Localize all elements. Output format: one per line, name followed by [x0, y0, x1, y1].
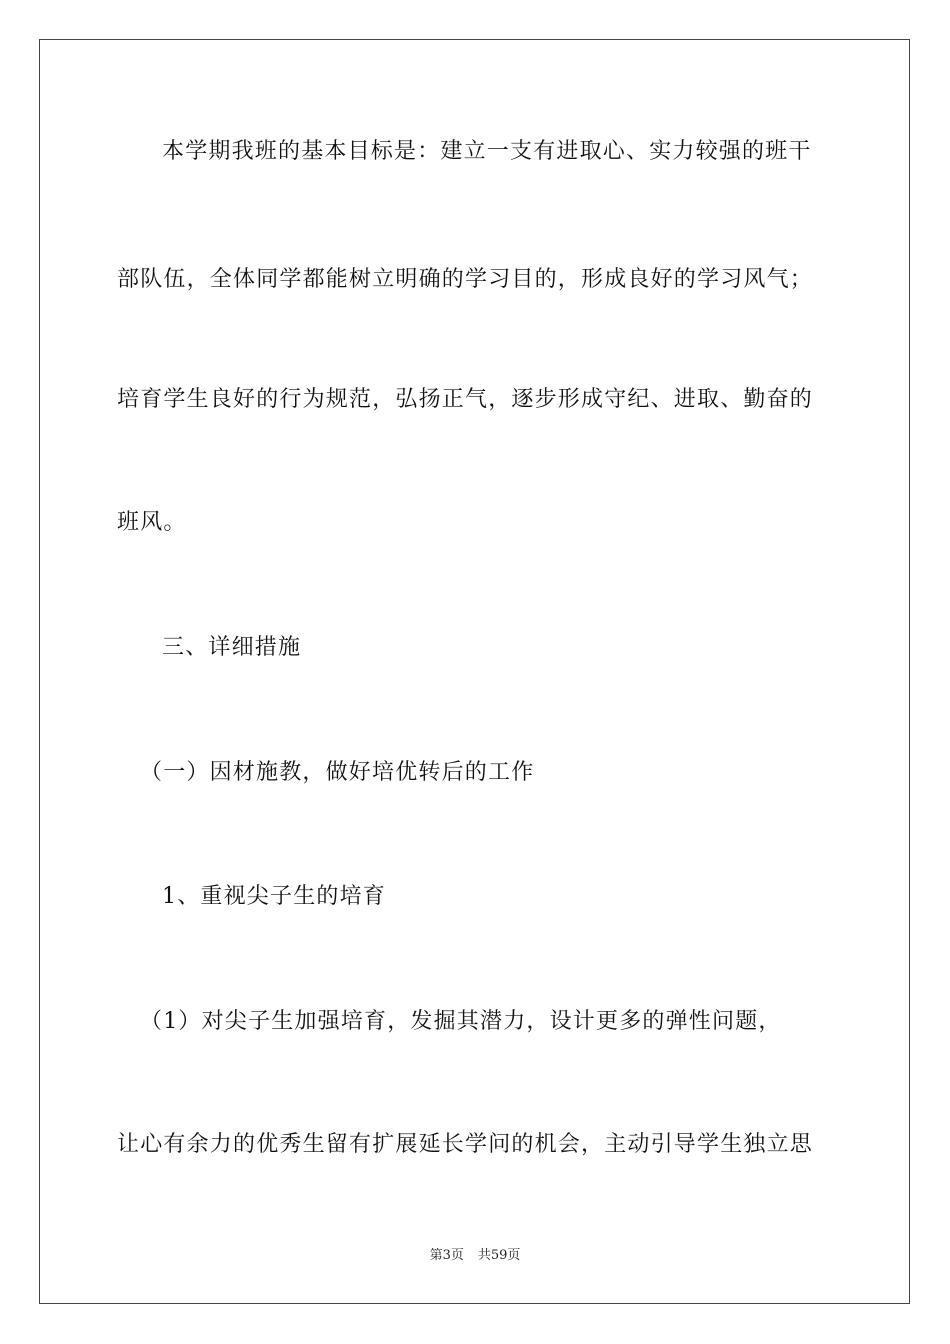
page-number: 第3页 — [429, 1248, 464, 1263]
section-heading: 三、详细措施 — [162, 635, 302, 660]
page-border — [39, 39, 910, 1304]
page-total: 共59页 — [477, 1248, 521, 1263]
paragraph-line: 班风。 — [117, 510, 187, 535]
paragraph-line: 本学期我班的基本目标是：建立一支有进取心、实力较强的班干 — [162, 139, 812, 164]
paragraph-line: （1）对尖子生加强培育，发掘其潜力，设计更多的弹性问题， — [140, 1009, 782, 1034]
paragraph-line: 部队伍，全体同学都能树立明确的学习目的，形成良好的学习风气； — [117, 267, 814, 292]
subsection-heading: （一）因材施教，做好培优转后的工作 — [140, 760, 535, 785]
item-heading: 1、重视尖子生的培育 — [162, 884, 386, 909]
page-footer — [0, 1247, 950, 1265]
paragraph-line: 让心有余力的优秀生留有扩展延长学问的机会，主动引导学生独立思 — [117, 1132, 814, 1157]
paragraph-line: 培育学生良好的行为规范，弘扬正气，逐步形成守纪、进取、勤奋的 — [117, 387, 814, 412]
